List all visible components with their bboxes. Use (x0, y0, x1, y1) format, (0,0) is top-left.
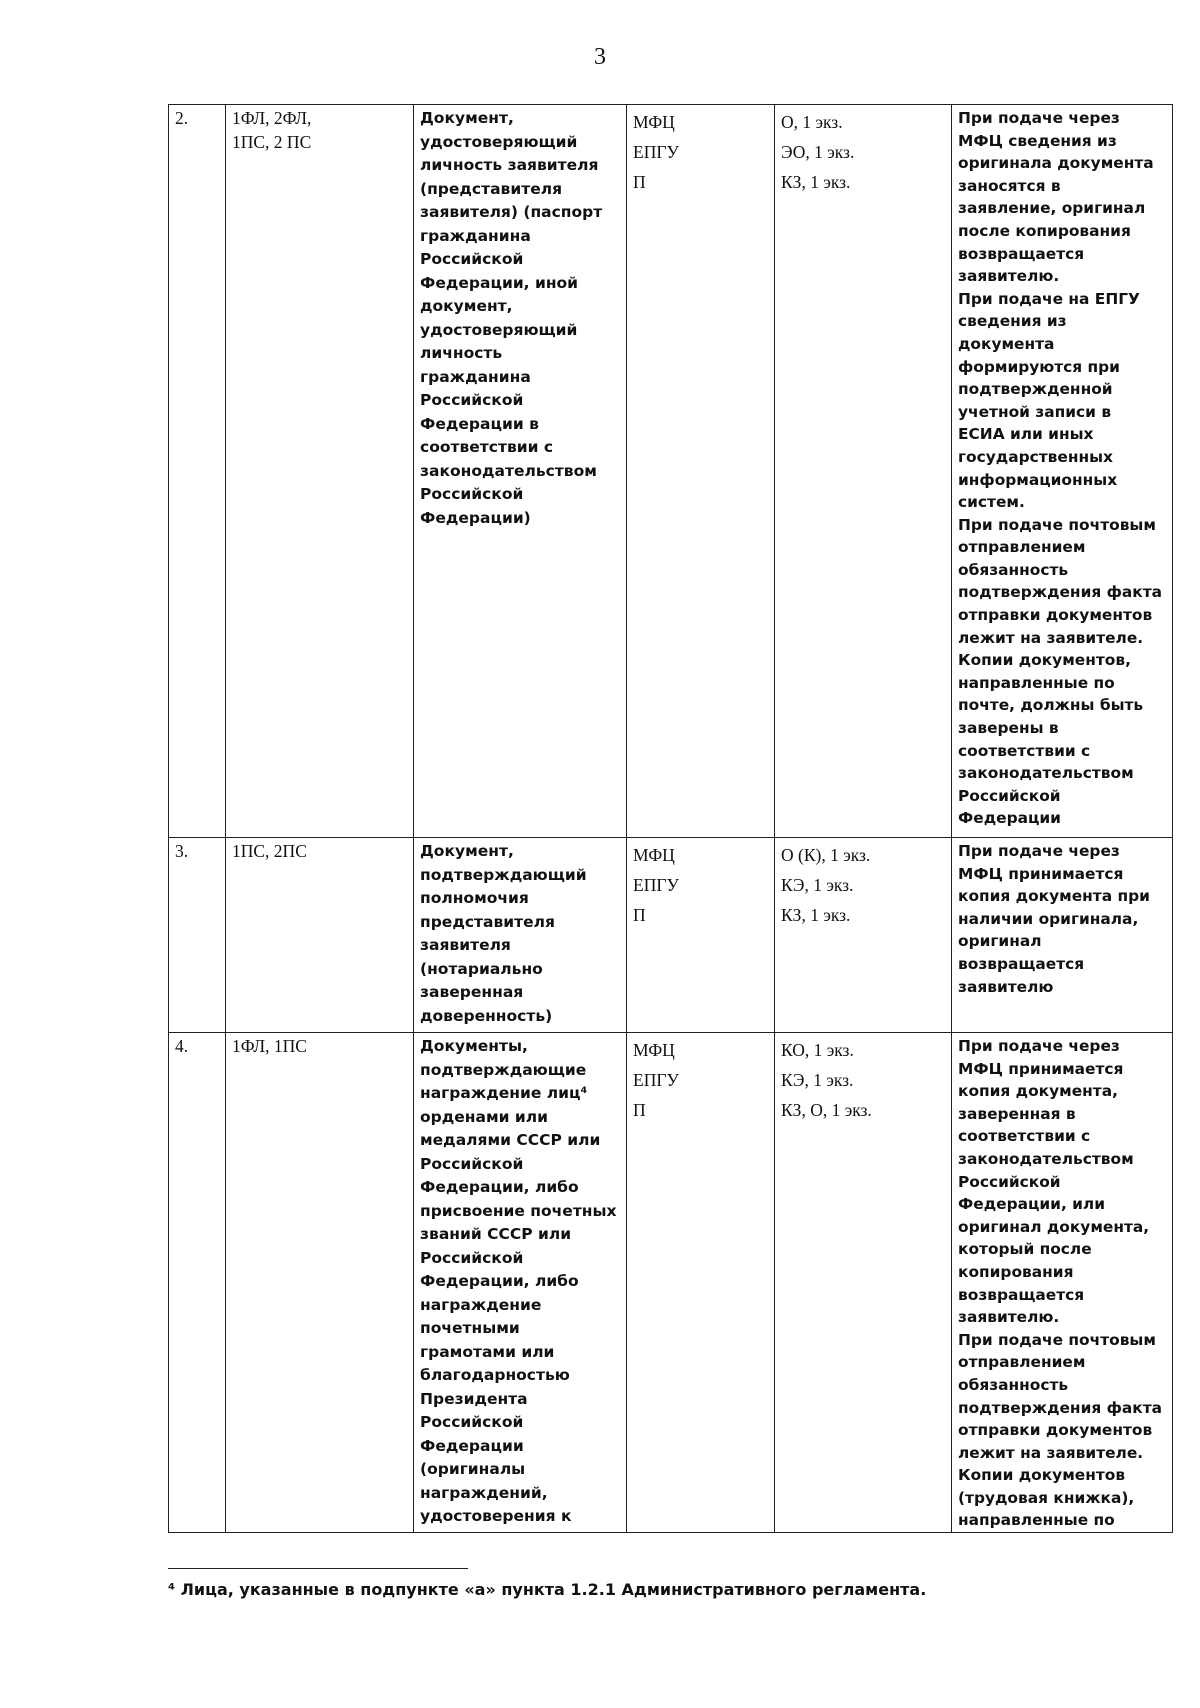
cell-line: подтверждающий (420, 865, 587, 884)
cell-line: 1ФЛ, 2ФЛ, (232, 108, 312, 128)
cell-line: При подаче через (958, 1037, 1120, 1055)
cell-line: Копии документов (958, 1466, 1126, 1485)
cell-line: отправки документов (958, 606, 1153, 625)
cell-line: медалями СССР или (420, 1131, 601, 1149)
cell-line: Российской (420, 1413, 524, 1431)
applicant-category-cell (226, 838, 414, 1033)
documents-table (168, 104, 1173, 1533)
cell-line: При подаче через (958, 109, 1120, 127)
cell-line: соответствии с (420, 438, 554, 456)
cell-line: 1ПС, 2ПС (232, 841, 307, 861)
cell-line: обязанность (958, 560, 1069, 579)
cell-line: Федерации в (420, 414, 539, 433)
cell-line: При подаче почтовым (958, 1330, 1156, 1349)
cell-line: (представителя (420, 179, 563, 198)
cell-line: МФЦ (633, 112, 675, 132)
cell-line: систем. (958, 493, 1025, 512)
cell-line: личность (420, 344, 503, 362)
cell-line: Документ, (420, 109, 514, 127)
row-number: 3. (169, 838, 226, 1033)
cell-line: Российской (420, 391, 524, 409)
cell-line: Российской (420, 1154, 524, 1173)
cell-line: награждение (420, 1295, 542, 1314)
cell-line: доверенность) (420, 1006, 553, 1025)
cell-line: Федерации, либо (420, 1178, 579, 1196)
cell-line: подтвержденной (958, 380, 1113, 399)
document-name-cell (414, 105, 627, 838)
document-form-cell (775, 1033, 952, 1533)
cell-line: П (633, 172, 646, 192)
cell-line: 1ФЛ, 1ПС (232, 1036, 307, 1056)
submission-channel-cell (627, 1033, 775, 1533)
applicant-category-cell (226, 105, 414, 838)
cell-line: КЗ, О, 1 экз. (781, 1100, 872, 1120)
cell-line: присвоение почетных (420, 1201, 617, 1220)
cell-line: удостоверения к (420, 1507, 572, 1525)
cell-line: законодательством (958, 764, 1134, 783)
note-cell (952, 1033, 1173, 1533)
cell-line: Документ, (420, 842, 514, 860)
cell-line: Федерации, или (958, 1195, 1105, 1214)
cell-line: О, 1 экз. (781, 112, 843, 132)
cell-line: копия документа при (958, 887, 1150, 906)
cell-line: званий СССР или (420, 1225, 572, 1243)
cell-line: формируются при (958, 357, 1120, 376)
cell-line: государственных (958, 447, 1113, 466)
cell-line: КЗ, 1 экз. (781, 905, 851, 925)
submission-channel-cell (627, 838, 775, 1033)
cell-line: оригинал документа, (958, 1217, 1150, 1236)
cell-line: КЭ, 1 экз. (781, 1070, 854, 1090)
cell-line: Документы, (420, 1037, 528, 1055)
note-cell (952, 105, 1173, 838)
cell-line: ЭО, 1 экз. (781, 142, 855, 162)
cell-line: Российской (958, 1172, 1061, 1191)
document-form-cell (775, 838, 952, 1033)
cell-line: П (633, 1100, 646, 1120)
cell-line: полномочия (420, 889, 529, 907)
table-row (169, 838, 1173, 1033)
cell-line: КЗ, 1 экз. (781, 172, 851, 192)
cell-line: сведения из (958, 312, 1067, 331)
cell-line: подтверждения факта (958, 1398, 1163, 1417)
cell-line: отправки документов (958, 1421, 1153, 1440)
cell-line: документа (958, 334, 1055, 353)
cell-line: П (633, 905, 646, 925)
document-name-cell (414, 838, 627, 1033)
cell-line: ЕПГУ (633, 1070, 679, 1090)
cell-line: Федерации, либо (420, 1272, 579, 1290)
cell-line: наличии оригинала, (958, 909, 1139, 928)
cell-line: МФЦ (633, 1040, 675, 1060)
cell-line: О (К), 1 экз. (781, 845, 871, 865)
cell-line: возвращается (958, 1285, 1085, 1304)
cell-line: заявителя) (паспорт (420, 203, 603, 221)
cell-line: награждений, (420, 1483, 548, 1502)
cell-line: Российской (420, 485, 524, 503)
cell-line: лежит на заявителе. (958, 1443, 1144, 1462)
cell-line: удостоверяющий (420, 132, 578, 151)
table-row (169, 1033, 1173, 1533)
cell-line: МФЦ принимается (958, 864, 1124, 883)
cell-line: Федерации (958, 809, 1061, 828)
cell-line: (оригиналы (420, 1460, 526, 1478)
cell-line: благодарностью (420, 1366, 570, 1384)
cell-line: Российской (958, 786, 1061, 805)
cell-line: соответствии с (958, 1127, 1091, 1146)
cell-line: почте, должны быть (958, 696, 1144, 715)
cell-line: почетными (420, 1319, 520, 1337)
cell-line: возвращается (958, 244, 1085, 263)
row-number: 2. (169, 105, 226, 838)
page-number: 3 (594, 44, 606, 70)
cell-line: орденами или (420, 1107, 548, 1126)
cell-line: отправлением (958, 538, 1086, 557)
cell-line: личность заявителя (420, 156, 599, 174)
cell-line: документ, (420, 297, 513, 315)
cell-line: копирования (958, 1262, 1074, 1281)
cell-line: подтверждения факта (958, 583, 1163, 602)
cell-line: При подаче через (958, 842, 1120, 860)
cell-line: копия документа, (958, 1082, 1118, 1101)
footnote: ⁴ Лица, указанные в подпункте «а» пункта 1.2.1 Административного регламента. (168, 1580, 927, 1599)
cell-line: законодательством (958, 1149, 1134, 1168)
cell-line: удостоверяющий (420, 320, 578, 339)
cell-line: ЕПГУ (633, 875, 679, 895)
cell-line: заявление, оригинал (958, 199, 1146, 218)
cell-line: возвращается (958, 954, 1085, 973)
cell-line: заявителю (958, 977, 1054, 996)
submission-channel-cell (627, 105, 775, 838)
cell-line: соответствии с (958, 741, 1091, 760)
cell-line: заверенная в (958, 1104, 1076, 1123)
cell-line: гражданина (420, 367, 531, 386)
cell-line: информационных (958, 470, 1118, 489)
cell-line: заявителя (420, 936, 511, 954)
cell-line: При подаче почтовым (958, 515, 1156, 534)
cell-line: Копии документов, (958, 651, 1131, 670)
cell-line: При подаче на ЕПГУ (958, 289, 1140, 308)
row-number: 4. (169, 1033, 226, 1533)
cell-line: который после (958, 1240, 1092, 1259)
cell-line: обязанность (958, 1375, 1069, 1394)
cell-line: оригинала документа (958, 154, 1154, 173)
cell-line: Федерации (420, 1436, 524, 1455)
cell-line: (трудовая книжка), (958, 1488, 1135, 1507)
footnote-separator (168, 1568, 468, 1569)
cell-line: направленные по (958, 673, 1115, 692)
cell-line: МФЦ сведения из (958, 131, 1117, 150)
cell-line: (нотариально (420, 959, 543, 978)
applicant-category-cell (226, 1033, 414, 1533)
cell-line: гражданина (420, 226, 531, 245)
cell-line: лежит на заявителе. (958, 628, 1144, 647)
cell-line: КО, 1 экз. (781, 1040, 854, 1060)
cell-line: Российской (420, 1248, 524, 1267)
cell-line: Российской (420, 250, 524, 268)
table-row (169, 105, 1173, 838)
cell-line: 1ПС, 2 ПС (232, 131, 312, 152)
cell-line: Федерации) (420, 508, 531, 527)
cell-line: оригинал (958, 932, 1042, 951)
cell-line: учетной записи в (958, 402, 1112, 421)
cell-line: отправлением (958, 1353, 1086, 1372)
cell-line: КЭ, 1 экз. (781, 875, 854, 895)
cell-line: награждение лиц⁴ (420, 1084, 588, 1102)
document-name-cell (414, 1033, 627, 1533)
cell-line: заверенная (420, 983, 524, 1001)
cell-line: грамотами или (420, 1342, 555, 1361)
document-form-cell (775, 105, 952, 838)
cell-line: заверены в (958, 719, 1059, 738)
cell-line: направленные по (958, 1511, 1115, 1530)
cell-line: ЕСИА или иных (958, 425, 1094, 444)
cell-line: после копирования (958, 221, 1131, 240)
cell-line: МФЦ (633, 845, 675, 865)
cell-line: заносятся в (958, 176, 1061, 195)
cell-line: законодательством (420, 461, 597, 480)
cell-line: заявителю. (958, 1308, 1060, 1327)
cell-line: Федерации, иной (420, 273, 579, 292)
cell-line: подтверждающие (420, 1060, 587, 1079)
cell-line: Президента (420, 1389, 528, 1408)
cell-line: МФЦ принимается (958, 1059, 1124, 1078)
cell-line: заявителю. (958, 267, 1060, 286)
cell-line: представителя (420, 912, 555, 931)
cell-line: ЕПГУ (633, 142, 679, 162)
note-cell (952, 838, 1173, 1033)
